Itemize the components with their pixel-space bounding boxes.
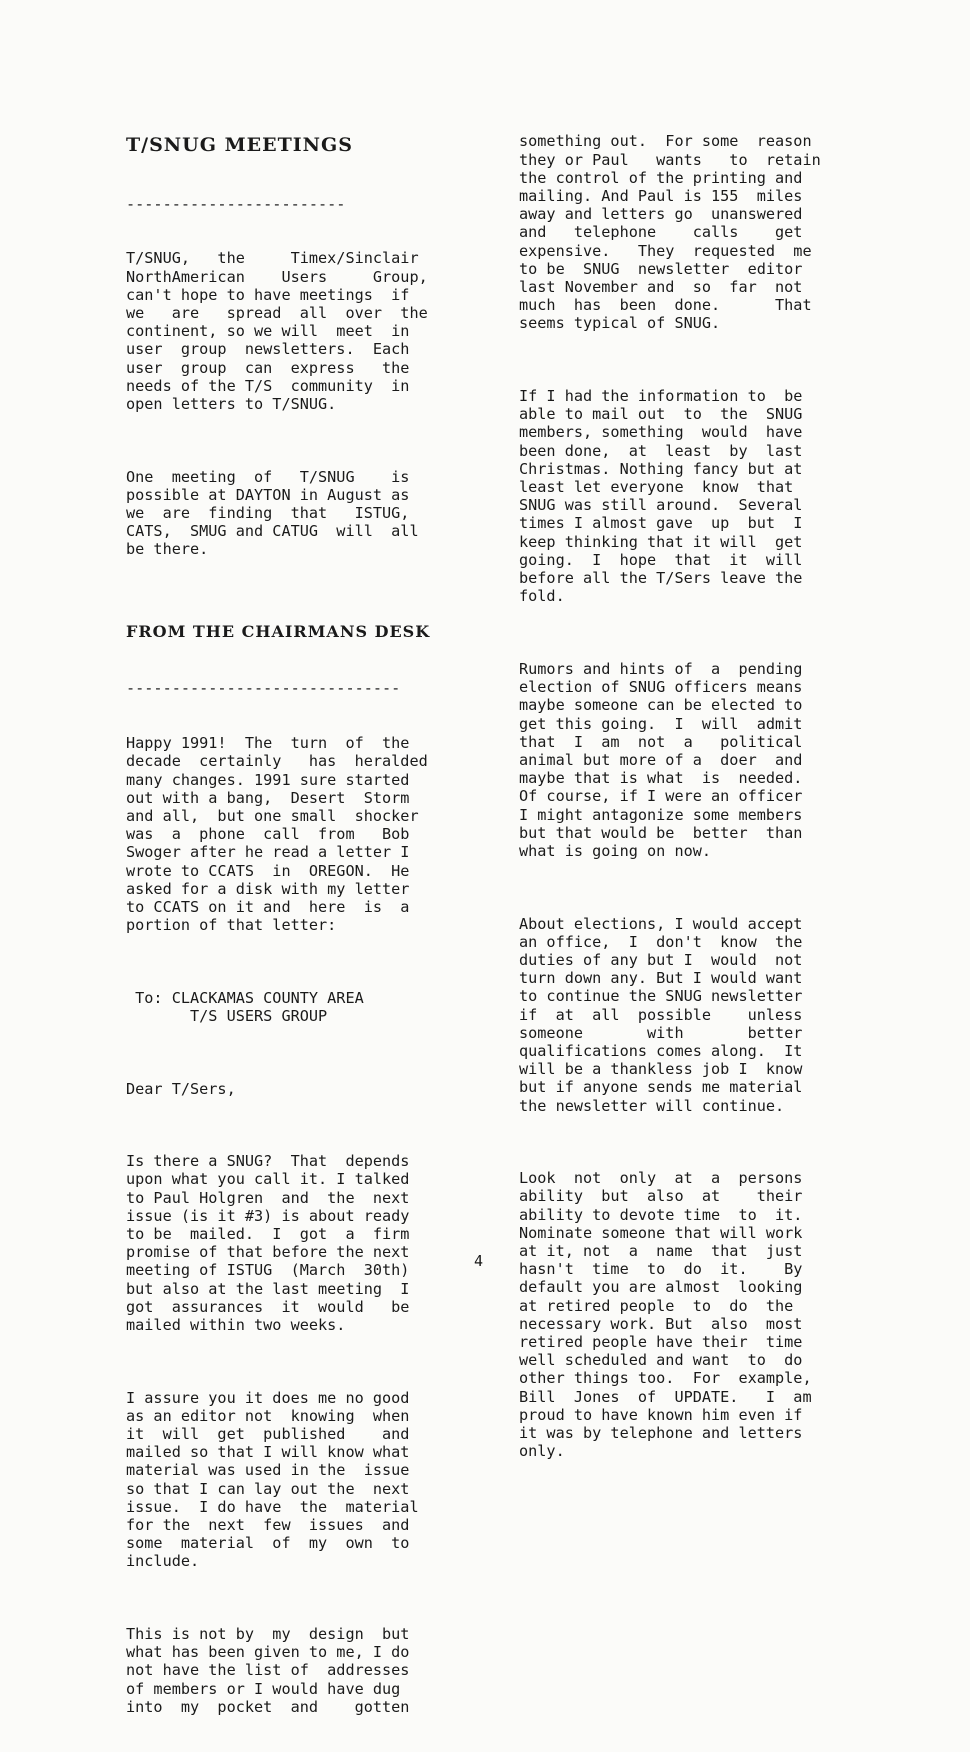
- letter-salutation: Dear T/Sers,: [126, 1079, 236, 1098]
- chairman-paragraph-1: Happy 1991! The turn of the decade certainly has heralded many changes. 1991 sure started out with a bang, Desert Storm and all, but one small shocker was a phone call from Bob Swoger after he read a letter I wrote to CCATS in OREGON. He asked for a disk with my letter to CCATS on it and here is a portion of that letter:: [126, 734, 428, 935]
- left-column: [126, 96, 441, 1752]
- chairman-heading: FROM THE CHAIRMANS DESK: [126, 622, 431, 642]
- right-column: [519, 96, 829, 1497]
- meetings-paragraph-2: One meeting of T/SNUG is possible at DAYTON in August as we are finding that ISTUG, CATS, SMUG and CATUG will all be there.: [126, 467, 419, 559]
- right-paragraph-1: something out. For some reason they or Paul wants to retain the control of the printing and mailing. And Paul is 155 miles away and letters go unanswered and telephone calls get expensive. They requested me to be SNUG newsletter editor last November and so far not much has been done. That seems typical of SNUG.: [519, 132, 821, 333]
- letter-paragraph-3: This is not by my design but what has been given to me, I do not have the list of addresses of members or I would have dug into my pocket and gotten: [126, 1625, 410, 1716]
- right-paragraph-4: About elections, I would accept an office, I don't know the duties of any but I would not turn down any. But I would want to continue the SNUG newsletter if at all possible unless someone with better qualifications comes along. It will be a thankless job I know but if anyone sends me material the newsletter will continue.: [519, 914, 803, 1115]
- meetings-paragraph-1: T/SNUG, the Timex/Sinclair NorthAmerican Users Group, can't hope to have meetings if we are spread all over the continent, so we will meet in user group newsletters. Each user group can express the needs of the T/S community in open letters to T/SNUG.: [126, 249, 428, 414]
- page-number: 4: [474, 1252, 484, 1270]
- meetings-heading: T/SNUG MEETINGS: [126, 134, 353, 157]
- right-paragraph-3: Rumors and hints of a pending election of SNUG officers means maybe someone can be elected to get this going. I will admit that I am not a political animal but more of a doer and maybe that is what is needed. Of course, if I were an officer I might antagonize some members but that would be better than what is going on now.: [519, 659, 803, 860]
- letter-paragraph-1: Is there a SNUG? That depends upon what you call it. I talked to Paul Holgren and the next issue (is it #3) is about ready to be mailed. I got a firm promise of that before the next meeting of ISTUG (March 30th) but also at the last meeting I got assurances it would be mailed within two weeks.: [126, 1152, 410, 1334]
- letter-paragraph-2: I assure you it does me no good as an editor not knowing when it will get published and mailed so that I will know what material was used in the issue so that I can lay out the next issue. I do have the material for the next few issues and some material of my own to include.: [126, 1388, 419, 1571]
- meetings-rule: ------------------------: [126, 194, 346, 213]
- right-paragraph-2: If I had the information to be able to mail out to the SNUG members, something would have been done, at least by last Christmas. Nothing fancy but at least let everyone know that SNUG was still around. Several times I almost gave up but I keep thinking that it will get going. I hope that it will before all the T/Sers leave the fold.: [519, 387, 803, 606]
- right-paragraph-5: Look not only at a persons ability but also at their ability to devote time to it. Nominate someone that will work at it, not a name that just hasn't time to do it. By default you are almost looking at retired people to do the necessary work. But also most retired people have their time well scheduled and want to do other things too. For example, Bill Jones of UPDATE. I am proud to have known him even if it was by telephone and letters only.: [519, 1169, 812, 1461]
- letter-addressee: To: CLACKAMAS COUNTY AREA T/S USERS GROUP: [135, 988, 364, 1025]
- chairman-rule: ------------------------------: [126, 679, 401, 698]
